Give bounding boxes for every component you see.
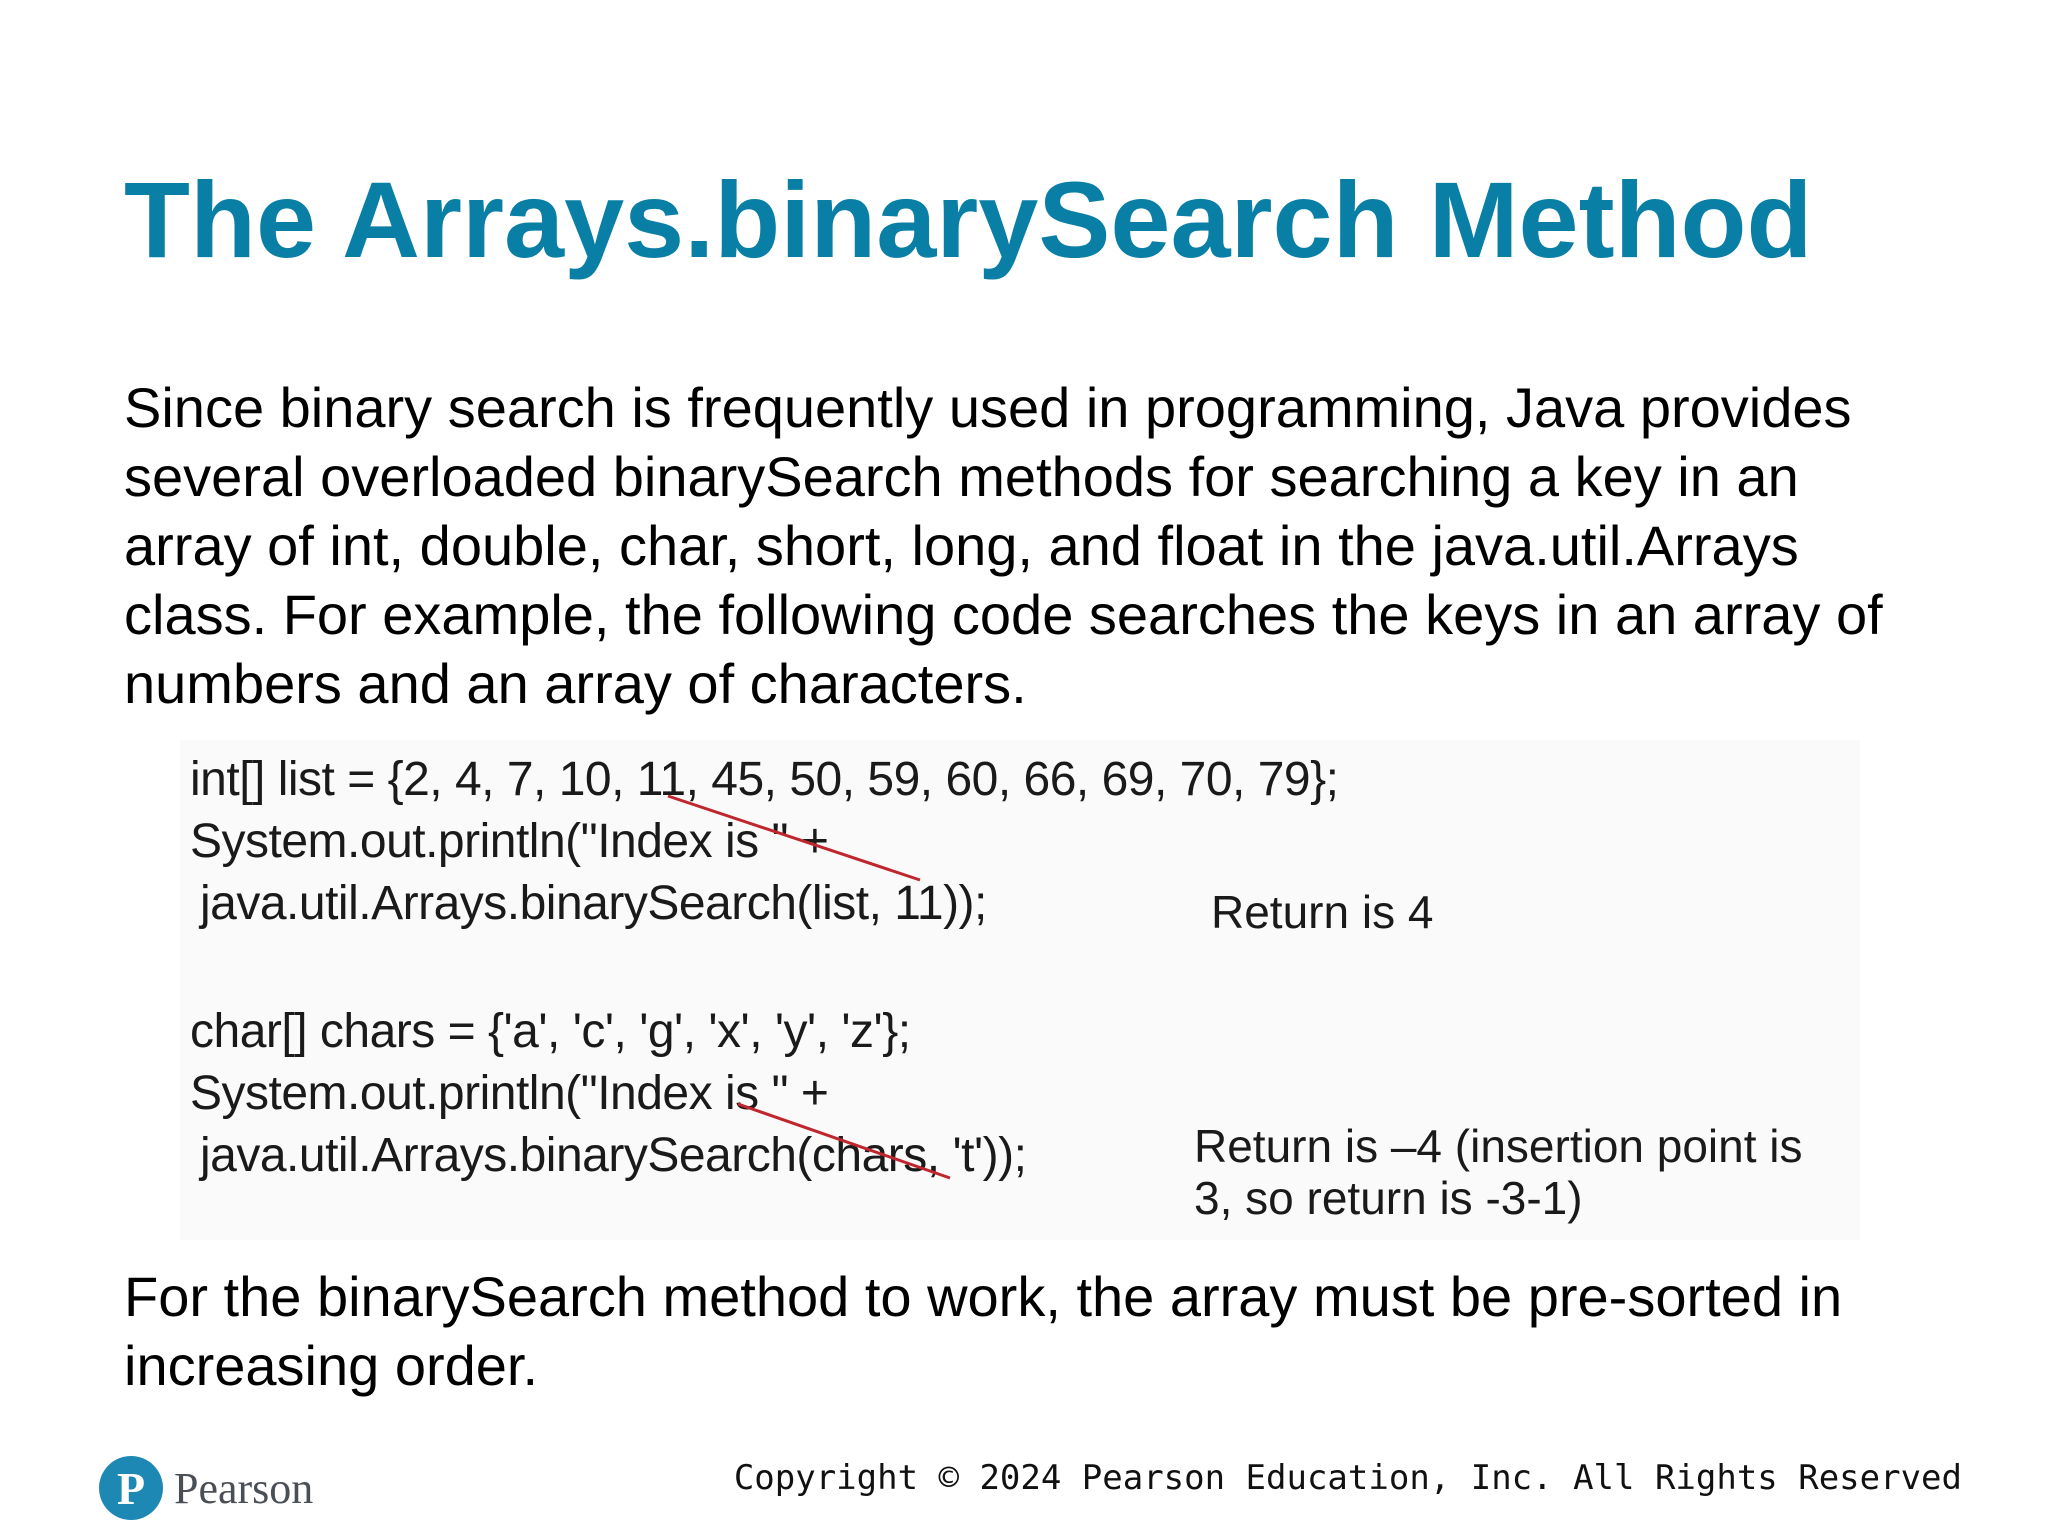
copyright-notice: Copyright © 2024 Pearson Education, Inc. All Rights Reserved — [733, 1458, 1962, 1498]
intro-line: class. For example, the following code searches the keys in an array of — [124, 583, 1883, 646]
pearson-logo-icon — [98, 1455, 164, 1521]
intro-paragraph — [124, 373, 2004, 718]
intro-line: several overloaded binarySearch methods for searching a key in an — [124, 445, 1799, 508]
pearson-logo-text: Pearson — [174, 1463, 314, 1513]
annotation-line-char — [738, 1104, 950, 1178]
closing-line: For the binarySearch method to work, the array must be pre-sorted in — [124, 1265, 1843, 1328]
svg-text:P: P — [116, 1463, 146, 1514]
intro-line: array of int, double, char, short, long, and float in the java.util.Arrays — [124, 514, 1799, 577]
char-binarysearch-call: java.util.Arrays.binarySearch(chars, 't')); — [200, 1129, 1027, 1182]
char-println-line: System.out.println("Index is " + — [190, 1067, 829, 1120]
char-result-note-line: Return is –4 (insertion point is — [1194, 1120, 1803, 1172]
annotation-line-int — [668, 796, 920, 880]
intro-line: numbers and an array of characters. — [124, 652, 1027, 715]
code-example-figure — [180, 740, 1860, 1240]
int-binarysearch-call: java.util.Arrays.binarySearch(list, 11)); — [200, 877, 987, 930]
int-result-note: Return is 4 — [1211, 886, 1434, 938]
closing-paragraph — [124, 1262, 2004, 1400]
intro-line: Since binary search is frequently used in programming, Java provides — [124, 376, 1852, 439]
pearson-logo — [98, 1452, 313, 1524]
char-result-note-line: 3, so return is -3-1) — [1194, 1172, 1583, 1224]
int-println-line: System.out.println("Index is " + — [190, 815, 829, 868]
char-array-declaration: char[] chars = {'a', 'c', 'g', 'x', 'y', 'z'}; — [190, 1005, 911, 1058]
annotation-lines — [180, 740, 1860, 1240]
int-array-declaration: int[] list = {2, 4, 7, 10, 11, 45, 50, 59, 60, 66, 69, 70, 79}; — [190, 753, 1339, 806]
slide-title: The Arrays.binarySearch Method — [124, 159, 1813, 280]
closing-line: increasing order. — [124, 1334, 539, 1397]
